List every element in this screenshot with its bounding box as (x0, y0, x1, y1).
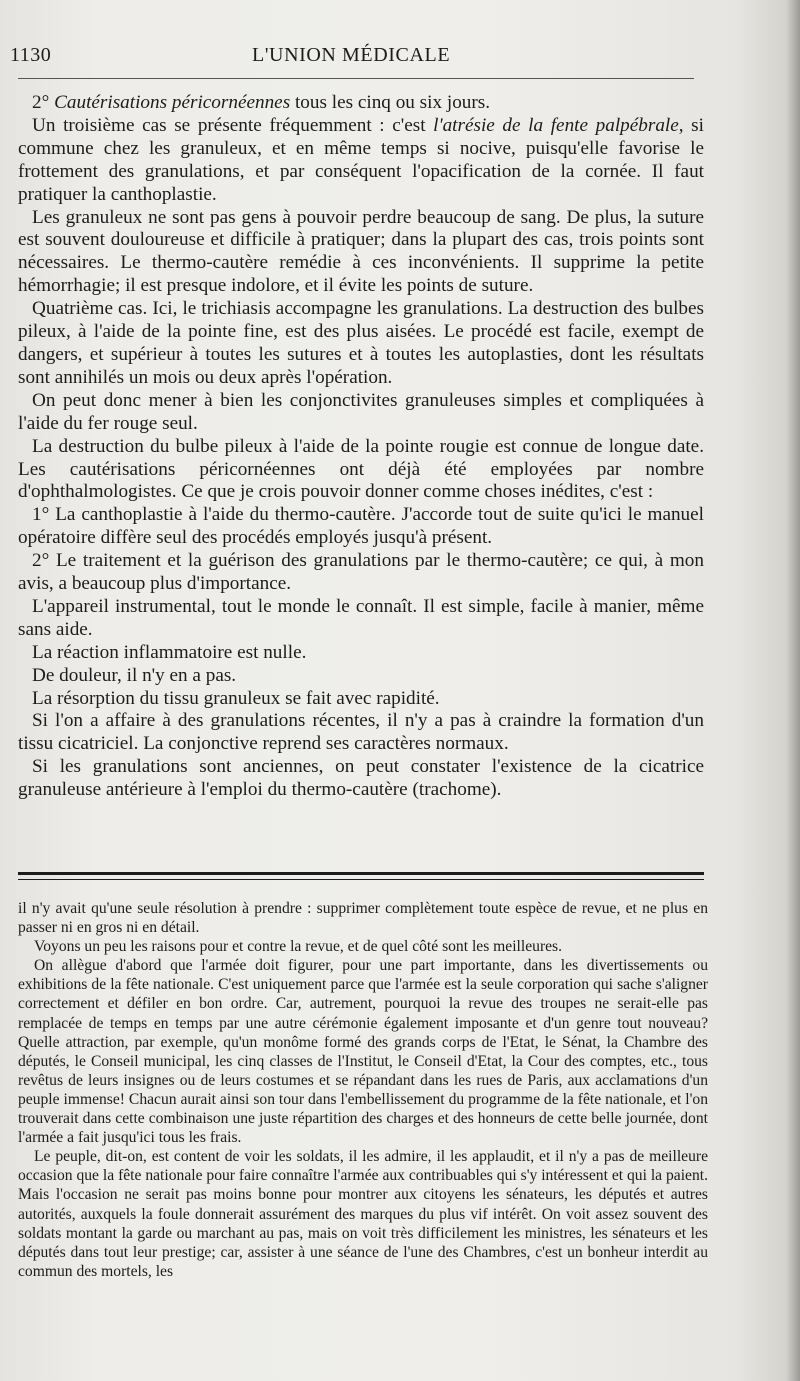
paragraph: 2° Cautérisations péricornéennes tous les cinq ou six jours. (32, 92, 491, 113)
feuilleton-body (18, 899, 708, 1281)
feuilleton-separator-thin (18, 879, 704, 880)
paragraph: il n'y avait qu'une seule résolution à prendre : supprimer complètement toute espèce de revue, et ne plus en passer ni en gros ni en détail. (18, 900, 708, 937)
paragraph: 1° La canthoplastie à l'aide du thermo-cautère. J'accorde tout de suite qu'ici le manuel opératoire diffère seul des procédés employés jusqu'à présent. (18, 504, 704, 549)
feuilleton-separator-thick (18, 872, 704, 875)
paragraph: La réaction inflammatoire est nulle. (32, 641, 307, 663)
page-edge-shadow (786, 0, 800, 1381)
italic-term: Cautérisations péricornéennes (54, 92, 291, 113)
paragraph: Les granuleux ne sont pas gens à pouvoir perdre beaucoup de sang. De plus, la suture est souvent douloureuse et difficile à pratiquer; dans la plupart des cas, trois points sont nécessaires. Le thermo-cautère remédie à ces inconvénients. Il supprime la petite hémorrhagie; il est presque indolore, et il évite les points de suture. (18, 206, 704, 297)
paragraph: Un troisième cas se présente fréquemment : c'est l'atrésie de la fente palpébrale, si commune chez les granuleux, et en même temps si nocive, puisqu'elle favorise le frottement des granulations, et par conséquent l'opacification de la cornée. Il faut pratiquer la canthoplastie. (18, 114, 704, 205)
italic-term: l'atrésie de la fente palpébrale (433, 114, 679, 136)
paragraph: La résorption du tissu granuleux se fait avec rapidité. (32, 687, 440, 709)
journal-title: L'UNION MÉDICALE (252, 44, 451, 66)
paragraph: De douleur, il n'y en a pas. (32, 664, 237, 686)
running-header (10, 44, 700, 72)
header-rule (18, 78, 694, 79)
paragraph: Voyons un peu les raisons pour et contre la revue, et de quel côté sont les meilleures. (34, 938, 563, 956)
paragraph: La destruction du bulbe pileux à l'aide de la pointe rougie est connue de longue date. Les cautérisations péricornéennes ont déjà été employées par nombre d'ophthalmologistes. Ce que je crois pouvoir donner comme choses inédites, c'est : (18, 435, 704, 503)
paragraph: Quatrième cas. Ici, le trichiasis accompagne les granulations. La destruction des bulbes pileux, à l'aide de la pointe fine, est des plus aisées. Le procédé est facile, exempt de dangers, et supérieur à toutes les sutures et à toutes les autoplasties, dont les résultats sont annihilés un mois ou deux après l'opération. (18, 298, 704, 388)
paragraph: On allègue d'abord que l'armée doit figurer, pour une part importante, dans les divertissements ou exhibitions de la fête nationale. C'est uniquement parce que l'armée est la seule corporation qui sache s'aligner correctement et défiler en bon ordre. Car, autrement, pourquoi la revue des troupes ne serait-elle pas remplacée de temps en temps par une autre cérémonie également imposante et d'un genre tout nouveau? Quelle attraction, par exemple, qu'un monôme formé des grands corps de l'Etat, le Sénat, la Chambre des députés, le Conseil municipal, les cinq classes de l'Institut, le Conseil d'Etat, la Cour des comptes, etc., tous revêtus de leurs insignes ou de leurs costumes et se répandant dans les rues de Paris, aux acclamations d'un peuple immense! Chacun aurait ainsi son tour dans l'embellissement du programme de la fête nationale, et l'on trouverait dans cette combinaison une juste répartition des charges et des honneurs de cette belle journée, dont l'armée a fait jusqu'ici tous les frais. (18, 957, 708, 1147)
paragraph: Si les granulations sont anciennes, on peut constater l'existence de la cicatrice granuleuse antérieure à l'emploi du thermo-cautère (trachome). (18, 756, 704, 801)
paragraph: 2° Le traitement et la guérison des granulations par le thermo-cautère; ce qui, à mon avis, a beaucoup plus d'importance. (18, 550, 704, 595)
paragraph: Le peuple, dit-on, est content de voir les soldats, il les admire, il les applaudit, et il n'y a pas de meilleure occasion que la fête nationale pour faire connaître l'armée aux contribuables qui s'y intéressent et qui la paient. Mais l'occasion ne serait pas moins bonne pour montrer aux citoyens les sénateurs, les députés et autres autorités, auxquels la foule donnerait assurément des marques du plus vif intérêt. On voit assez souvent des soldats montant la garde ou marchant au pas, mais on voit très difficilement les ministres, les sénateurs et les députés dans tout leur prestige; car, assister à une séance de l'une des Chambres, c'est un bonheur interdit au commun des mortels, les (18, 1148, 708, 1280)
paragraph: L'appareil instrumental, tout le monde le connaît. Il est simple, facile à manier, même sans aide. (18, 595, 704, 640)
page-number: 1130 (10, 44, 52, 66)
article-body (18, 92, 704, 802)
paragraph: Si l'on a affaire à des granulations récentes, il n'y a pas à craindre la formation d'un tissu cicatriciel. La conjonctive reprend ses caractères normaux. (18, 710, 704, 755)
paragraph: On peut donc mener à bien les conjonctivites granuleuses simples et compliquées à l'aide du fer rouge seul. (18, 389, 704, 434)
